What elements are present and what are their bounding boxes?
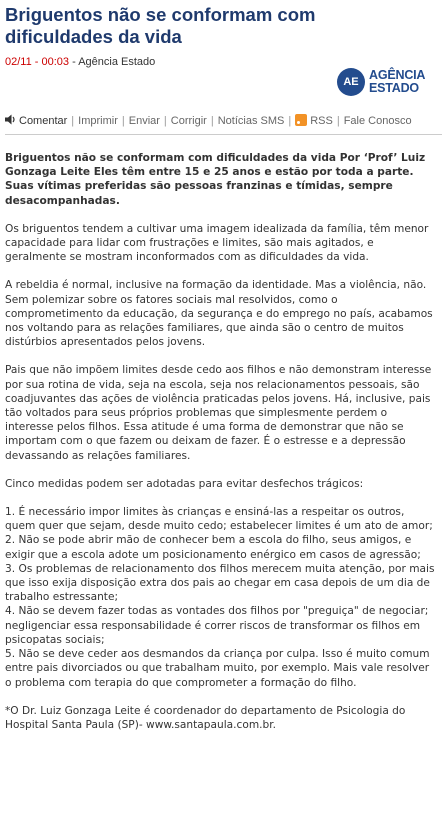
author-footnote: *O Dr. Luiz Gonzaga Leite é coordenador do departamento de Psicologia do Hospital Santa Paula (SP)- www.santapaula.com.br. [5, 704, 406, 731]
imprimir-link[interactable]: Imprimir [78, 114, 118, 127]
comentar-link[interactable] [5, 114, 67, 127]
toolbar-separator: | [163, 114, 167, 127]
speaker-icon [5, 114, 17, 125]
list-item: 1. É necessário impor limites às crianças e ensiná-las a respeitar os outros, quem quer que sejam, desde muito cedo; estabelecer limites é um ato de amor; [5, 506, 433, 533]
list-item: 5. Não se deve ceder aos desmandos da criança por culpa. Isso é muito comum entre pais divorciados ou que trabalham muito, por exemplo. Mais vale resolver o problema com terapia do que comprometer a formação do filho. [5, 648, 430, 689]
article-date: 02/11 - 00:03 [5, 56, 70, 68]
paragraph: Os briguentos tendem a cultivar uma imagem idealizada da família, têm menor capacidade para lidar com frustrações e limites, são mais agitados, e geralmente se mostram inconformados com as dificuldades da vida. [5, 222, 429, 264]
enviar-link[interactable]: Enviar [128, 114, 160, 127]
list-item: 3. Os problemas de relacionamento dos filhos merecem muita atenção, por mais que isso exija disposição extra dos pais ao chegar em casa depois de um dia de trabalho estressante; [5, 562, 435, 604]
noticias-sms-link[interactable]: Notícias SMS [217, 114, 285, 127]
corrigir-link[interactable]: Corrigir [170, 114, 207, 127]
article-source: Agência Estado [78, 56, 156, 68]
toolbar-separator: | [121, 114, 125, 127]
toolbar-separator: | [71, 114, 75, 127]
rss-label: RSS [310, 115, 333, 127]
logo-line1: AGÊNCIA [369, 68, 426, 82]
toolbar-separator: | [288, 114, 292, 127]
article-toolbar [5, 114, 442, 127]
dateline-separator: - [69, 56, 79, 68]
fale-conosco-link[interactable]: Fale Conosco [343, 114, 412, 127]
list-item: 2. Não se pode abrir mão de conhecer bem a escola do filho, seus amigos, e exigir que a escola adote um posicionamento enérgico em casos de agressão; [5, 534, 421, 561]
toolbar-divider [5, 134, 442, 135]
logo-line2: ESTADO [369, 81, 419, 95]
rss-icon [295, 114, 307, 126]
toolbar-separator: | [210, 114, 214, 127]
article-lead: Briguentos não se conformam com dificuldades da vida Por ‘Prof’ Luiz Gonzaga Leite Eles têm entre 15 e 25 anos e estão por toda a parte. Suas vítimas preferidas são pessoas franzinas e tímidas, sempre desacompanhadas. [5, 152, 426, 207]
toolbar-separator: | [336, 114, 340, 127]
rss-link[interactable] [295, 114, 333, 127]
paragraph: Pais que não impõem limites desde cedo aos filhos e não demonstram interesse por sua rotina de vida, seja na escola, seja nos relacionamentos pessoais, são coadjuvantes das ações de violência praticadas pelos jovens. Há, inclusive, pais tão voltados para seus próprios problemas que simplesmente perdem o interesse pelos filhos. Essa atitude é uma forma de demonstrar que não se importam com o que fazem ou deixam de fazer. É o estresse e a depressão devassando as relações familiares. [5, 364, 432, 462]
agencia-estado-logo[interactable] [335, 66, 440, 100]
logo-text [369, 69, 425, 95]
article-title: Briguentos não se conformam com dificuldades da vida [5, 4, 316, 47]
comentar-label: Comentar [19, 115, 68, 127]
paragraph: A rebeldia é normal, inclusive na formação da identidade. Mas a violência, não. Sem polemizar sobre os fatores sociais mal resolvidos, como o comprometimento da educação, da segurança e do emprego no país, acabamos nos voltando para as relações familiares, que ainda são o centro de muitos distúrbios apresentados pelos jovens. [5, 279, 433, 349]
paragraph: Cinco medidas podem ser adotadas para evitar desfechos trágicos: [5, 477, 364, 490]
logo-mark: AE [337, 68, 365, 96]
dateline [5, 56, 155, 68]
article-body [5, 151, 437, 746]
list-item: 4. Não se devem fazer todas as vontades dos filhos por "preguiça" de negociar; negligenciar essa responsabilidade é correr riscos de transformar os filhos em psicopatas sociais; [5, 605, 429, 646]
